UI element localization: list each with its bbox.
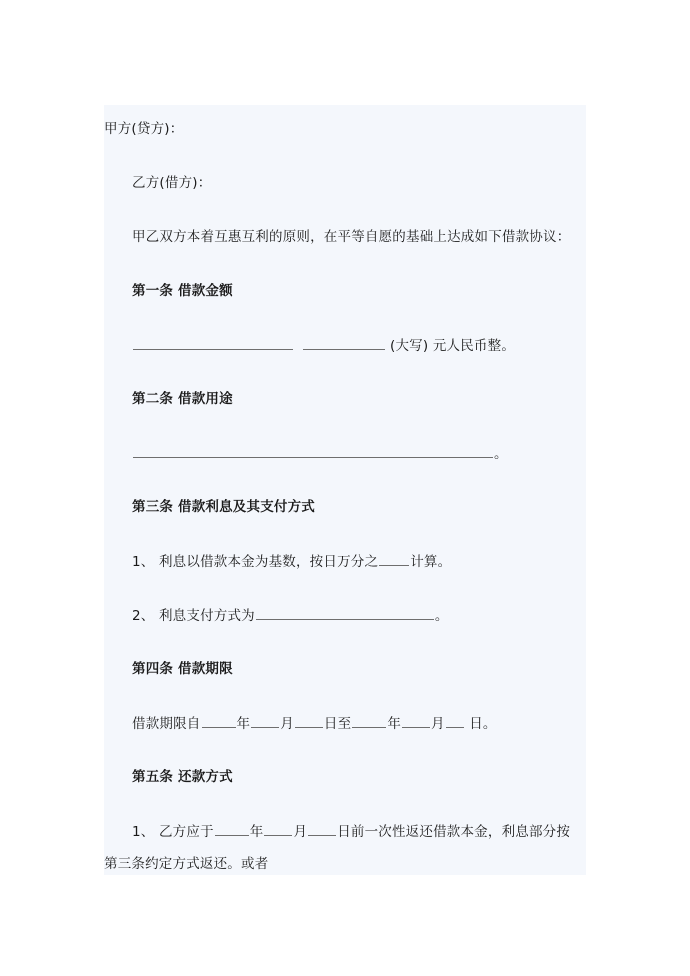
payment-method-blank[interactable] bbox=[256, 606, 434, 620]
end-month-blank[interactable] bbox=[402, 714, 430, 728]
repay-day-blank[interactable] bbox=[308, 822, 336, 836]
month-label: 月 bbox=[293, 824, 308, 840]
article-5-clause-1 bbox=[132, 822, 570, 841]
day-label: 日。 bbox=[464, 716, 497, 732]
month-label: 月 bbox=[431, 716, 445, 732]
article-4-title: 第四条 借款期限 bbox=[132, 661, 233, 677]
repay-suffix: 日前一次性返还借款本金，利息部分按 bbox=[337, 824, 571, 840]
article-3-clause-2 bbox=[132, 606, 449, 625]
article-2-purpose-line bbox=[132, 444, 508, 463]
amount-suffix: (大写) 元人民币整。 bbox=[390, 338, 516, 354]
article-1-amount-line bbox=[132, 336, 515, 355]
article-3-clause-1 bbox=[132, 552, 451, 571]
interest-rate-blank[interactable] bbox=[379, 552, 409, 566]
start-year-blank[interactable] bbox=[202, 714, 236, 728]
repay-prefix: 1、 乙方应于 bbox=[132, 824, 214, 840]
year-label: 年 bbox=[249, 824, 264, 840]
party-b-label: 乙方(借方)： bbox=[132, 175, 212, 191]
article-3-title: 第三条 借款利息及其支付方式 bbox=[132, 499, 315, 515]
article-5-clause-1-continuation: 第三条约定方式返还。或者 bbox=[104, 856, 269, 872]
preamble: 甲乙双方本着互惠互利的原则，在平等自愿的基础上达成如下借款协议： bbox=[132, 229, 571, 245]
year-label: 年 bbox=[387, 716, 402, 732]
article-4-term-line bbox=[132, 714, 497, 733]
repay-year-blank[interactable] bbox=[215, 822, 249, 836]
end-day-blank[interactable] bbox=[446, 714, 464, 728]
article-1-title: 第一条 借款金额 bbox=[132, 283, 233, 299]
year-label: 年 bbox=[236, 716, 251, 732]
amount-uppercase-blank[interactable] bbox=[303, 336, 385, 350]
term-from-label: 借款期限自 bbox=[132, 716, 201, 732]
end-year-blank[interactable] bbox=[352, 714, 386, 728]
payment-method-prefix: 2、 利息支付方式为 bbox=[132, 608, 255, 624]
start-month-blank[interactable] bbox=[251, 714, 279, 728]
repay-month-blank[interactable] bbox=[264, 822, 292, 836]
purpose-suffix: 。 bbox=[494, 446, 508, 462]
interest-rate-prefix: 1、 利息以借款本金为基数，按日万分之 bbox=[132, 554, 379, 570]
contract-document bbox=[104, 105, 586, 875]
purpose-blank[interactable] bbox=[133, 444, 493, 458]
payment-method-suffix: 。 bbox=[434, 608, 449, 624]
article-5-title: 第五条 还款方式 bbox=[132, 769, 233, 785]
amount-numeric-blank[interactable] bbox=[133, 336, 293, 350]
day-to-label: 日至 bbox=[323, 716, 352, 732]
month-label: 月 bbox=[280, 716, 294, 732]
interest-rate-suffix: 计算。 bbox=[410, 554, 452, 570]
party-a-label: 甲方(贷方)： bbox=[104, 121, 184, 137]
article-2-title: 第二条 借款用途 bbox=[132, 391, 233, 407]
start-day-blank[interactable] bbox=[295, 714, 323, 728]
